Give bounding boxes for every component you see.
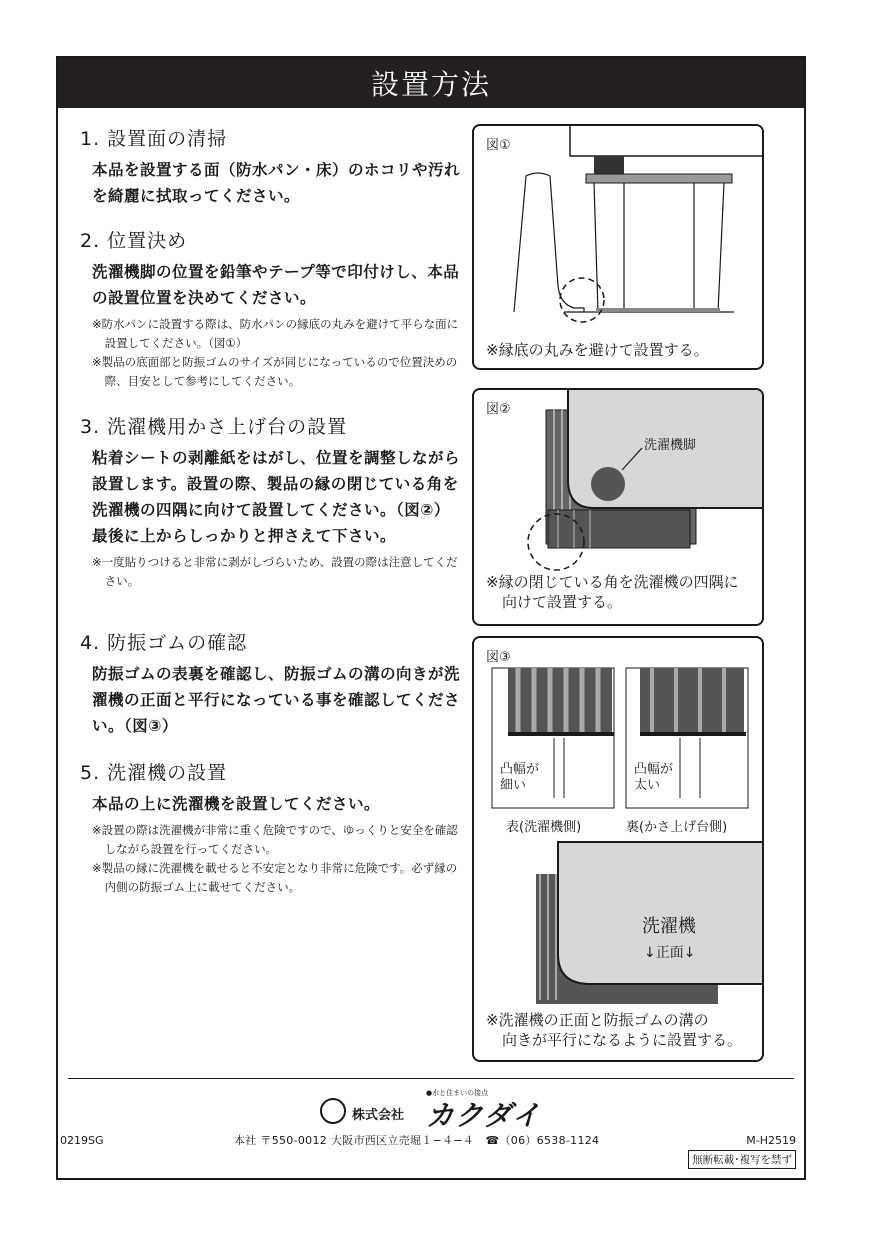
section-body: 洗濯機脚の位置を鉛筆やテープ等で印付けし、本品の設置位置を決めてください。: [92, 263, 460, 307]
section-body-2: 最後に上からしっかりと押さえて下さい。: [92, 527, 397, 545]
logo-brand: カクダイ: [426, 1099, 541, 1132]
back-tag-line1: 凸幅が: [634, 762, 674, 777]
figure-1-drawing: [474, 126, 764, 370]
front-tag-line2: 細い: [500, 778, 527, 793]
figure-1: [472, 124, 764, 370]
section-heading: 5. 洗濯機の設置: [80, 762, 228, 784]
company-address: 本社 〒550-0012 大阪市西区立売堀１−４−４ ☎（06）6538-1124: [234, 1134, 600, 1147]
figure-2-caption-line1: ※縁の閉じている角を洗濯機の四隅に: [486, 573, 739, 591]
front-side-label: 表(洗濯機側): [506, 820, 582, 835]
figure-2: [472, 388, 764, 626]
page-title: 設置方法: [58, 58, 804, 108]
document-code: 0219SG: [60, 1134, 104, 1147]
section-note: ※一度貼りつけると非常に剥がしづらいため、設置の際は注意してください。: [92, 555, 458, 588]
section-body: 本品を設置する面（防水パン・床）のホコリや汚れを綺麗に拭取ってください。: [92, 161, 461, 205]
front-mark: ↓正面↓: [644, 945, 696, 961]
section-note: ※防水パンに設置する際は、防水パンの縁底の丸みを避けて平らな面に設置してください。（図①）: [92, 317, 459, 350]
back-side-label: 裏(かさ上げ台側): [626, 820, 728, 835]
figure-1-caption: ※縁底の丸みを避けて設置する。: [486, 341, 709, 359]
footer-divider: [68, 1078, 794, 1079]
back-tag: [634, 762, 673, 794]
section-heading: 3. 洗濯機用かさ上げ台の設置: [80, 416, 348, 438]
logo-mark-icon: [320, 1098, 346, 1124]
section-positioning: [80, 226, 460, 391]
machine-label: 洗濯機: [642, 916, 696, 937]
figure-3-drawing: [474, 638, 764, 1062]
figure-3-caption-line2: 向きが平行になるように設置する。: [502, 1031, 743, 1049]
section-installation: [80, 412, 460, 591]
leg-callout: 洗濯機脚: [644, 438, 697, 453]
section-cleaning: [80, 124, 460, 209]
front-tag-line1: 凸幅が: [500, 762, 540, 777]
section-note: ※設置の際は洗濯機が非常に重く危険ですので、ゆっくりと安全を確認しながら設置を行ってください。: [92, 823, 458, 856]
back-tag-line2: 太い: [634, 778, 661, 793]
section-machine-install: [80, 758, 460, 897]
section-rubber-check: [80, 628, 460, 739]
figure-1-label: 図①: [486, 138, 511, 153]
model-code: M-H2519: [746, 1134, 796, 1147]
section-body: 防振ゴムの表裏を確認し、防振ゴムの溝の向きが洗濯機の正面と平行になっている事を確認してください。（図③）: [92, 665, 461, 735]
instruction-sheet: [56, 56, 806, 1180]
company-logo: [320, 1088, 560, 1132]
section-note: ※製品の縁に洗濯機を載せると不安定となり非常に危険です。必ず縁の内側の防振ゴム上に載せてください。: [92, 861, 458, 894]
copyright-notice: 無断転載･複写を禁ず: [688, 1150, 796, 1169]
figure-3-label: 図③: [486, 650, 511, 665]
figure-3: [472, 636, 764, 1062]
section-body: 粘着シートの剥離紙をはがし、位置を調整しながら設置します。設置の際、製品の縁の閉じている角を洗濯機の四隅に向けて設置してください。（図②）: [92, 449, 461, 519]
front-tag: [500, 762, 539, 794]
section-heading: 1. 設置面の清掃: [80, 128, 228, 150]
figure-3-caption-line1: ※洗濯機の正面と防振ゴムの溝の: [486, 1011, 709, 1029]
logo-company-type: 株式会社: [352, 1108, 405, 1123]
figure-2-label: 図②: [486, 402, 511, 417]
section-heading: 2. 位置決め: [80, 230, 188, 252]
figure-2-caption-line2: 向けて設置する。: [502, 593, 623, 611]
logo-tagline: ●水と住まいの接点: [426, 1089, 489, 1097]
section-body: 本品の上に洗濯機を設置してください。: [92, 795, 381, 813]
section-heading: 4. 防振ゴムの確認: [80, 632, 248, 654]
section-note: ※製品の底面部と防振ゴムのサイズが同じになっているので位置決めの際、目安として参考にしてください。: [92, 355, 458, 388]
